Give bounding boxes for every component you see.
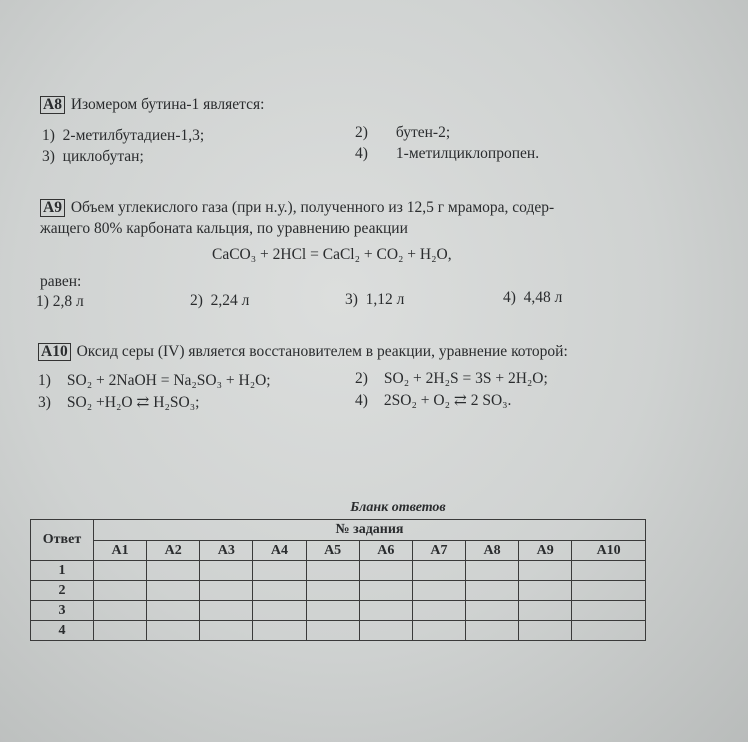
answer-cell[interactable] — [306, 561, 359, 581]
answer-cell[interactable] — [519, 621, 572, 641]
task-column-header: А4 — [253, 541, 306, 561]
answer-cell[interactable] — [572, 601, 646, 621]
answer-cell[interactable] — [200, 621, 253, 641]
answer-cell[interactable] — [147, 561, 200, 581]
answer-row — [31, 621, 646, 641]
question-a9-text-line1: Объем углекислого газа (при н.у.), полученного из 12,5 г мрамора, содер- — [70, 199, 555, 216]
answer-cell[interactable] — [94, 621, 147, 641]
answer-cell[interactable] — [253, 561, 306, 581]
task-column-header: А9 — [519, 541, 572, 561]
task-column-header: А8 — [465, 541, 518, 561]
task-columns-row — [31, 541, 646, 561]
task-column-header: А3 — [200, 541, 253, 561]
answer-cell[interactable] — [412, 581, 465, 601]
task-number-header-cell: № задания — [94, 520, 646, 541]
answer-sheet-title: Бланк ответов — [350, 500, 446, 515]
answer-row-number: 2 — [31, 581, 94, 601]
question-a8-option-1: 1) 2-метилбутадиен-1,3; — [42, 127, 205, 144]
question-a9-equals: равен: — [40, 273, 82, 290]
answer-row — [31, 601, 646, 621]
answer-cell[interactable] — [519, 581, 572, 601]
answer-cell[interactable] — [94, 601, 147, 621]
answer-cell[interactable] — [572, 581, 646, 601]
question-a10-option-2: 2) SO₂ + 2H₂S = 3S + 2H₂O; — [355, 370, 548, 387]
question-a9-option-4: 4) 4,48 л — [503, 289, 563, 306]
answer-row-number: 1 — [31, 561, 94, 581]
task-column-header: А7 — [412, 541, 465, 561]
answer-cell[interactable] — [94, 581, 147, 601]
question-a8-option-2: 2) бутен-2; — [355, 124, 451, 141]
answer-cell[interactable] — [412, 601, 465, 621]
answer-cell[interactable] — [306, 621, 359, 641]
question-a10-tag: А10 — [38, 343, 71, 361]
answer-row — [31, 561, 646, 581]
question-a10-text: Оксид серы (IV) является восстановителем в реакции, уравнение которой: — [76, 343, 568, 360]
answer-cell[interactable] — [519, 601, 572, 621]
answer-cell[interactable] — [306, 601, 359, 621]
answer-cell[interactable] — [465, 621, 518, 641]
answer-cell[interactable] — [359, 601, 412, 621]
question-a8-text: Изомером бутина-1 является: — [70, 96, 265, 113]
answer-cell[interactable] — [359, 621, 412, 641]
answer-cell[interactable] — [465, 601, 518, 621]
answer-cell[interactable] — [306, 581, 359, 601]
question-a9-prompt — [40, 198, 554, 218]
answer-header-cell: Ответ — [31, 520, 94, 561]
question-a9-tag: А9 — [40, 199, 65, 217]
answer-cell[interactable] — [465, 561, 518, 581]
task-column-header: А2 — [147, 541, 200, 561]
answer-cell[interactable] — [253, 621, 306, 641]
question-a8-prompt — [40, 95, 264, 115]
task-column-header: А1 — [94, 541, 147, 561]
answer-sheet-table — [30, 519, 646, 641]
answer-cell[interactable] — [200, 581, 253, 601]
task-column-header: А5 — [306, 541, 359, 561]
question-a8-option-4: 4) 1-метилциклопропен. — [355, 145, 540, 162]
answer-cell[interactable] — [519, 561, 572, 581]
answer-cell[interactable] — [465, 581, 518, 601]
question-a9-option-2: 2) 2,24 л — [190, 292, 250, 309]
answer-cell[interactable] — [147, 581, 200, 601]
task-column-header: А10 — [572, 541, 646, 561]
answer-cell[interactable] — [94, 561, 147, 581]
question-a10-option-4: 4) 2SO₂ + O₂ ⇄ 2 SO₃. — [355, 392, 512, 409]
question-a9-equation: CaCO₃ + 2HCl = CaCl₂ + CO₂ + H₂O, — [212, 246, 452, 263]
question-a9-text-line2: жащего 80% карбоната кальция, по уравнению реакции — [40, 220, 408, 237]
answer-cell[interactable] — [572, 621, 646, 641]
question-a10-option-3: 3) SO₂ +H₂O ⇄ H₂SO₃; — [38, 394, 200, 411]
answer-row-number: 3 — [31, 601, 94, 621]
answer-row — [31, 581, 646, 601]
answer-row-number: 4 — [31, 621, 94, 641]
question-a9-option-1: 1) 2,8 л — [36, 293, 84, 310]
question-a8-option-3: 3) циклобутан; — [42, 148, 144, 165]
answer-cell[interactable] — [200, 561, 253, 581]
answer-cell[interactable] — [147, 601, 200, 621]
question-a10-prompt — [38, 342, 568, 362]
answer-cell[interactable] — [253, 601, 306, 621]
answer-cell[interactable] — [412, 621, 465, 641]
question-a8-tag: А8 — [40, 96, 65, 114]
answer-cell[interactable] — [359, 581, 412, 601]
answer-cell[interactable] — [359, 561, 412, 581]
answer-cell[interactable] — [253, 581, 306, 601]
task-column-header: А6 — [359, 541, 412, 561]
answer-cell[interactable] — [200, 601, 253, 621]
question-a9-option-3: 3) 1,12 л — [345, 291, 405, 308]
question-a10-option-1: 1) SO₂ + 2NaOH = Na₂SO₃ + H₂O; — [38, 372, 271, 389]
answer-cell[interactable] — [412, 561, 465, 581]
answer-cell[interactable] — [572, 561, 646, 581]
answer-cell[interactable] — [147, 621, 200, 641]
